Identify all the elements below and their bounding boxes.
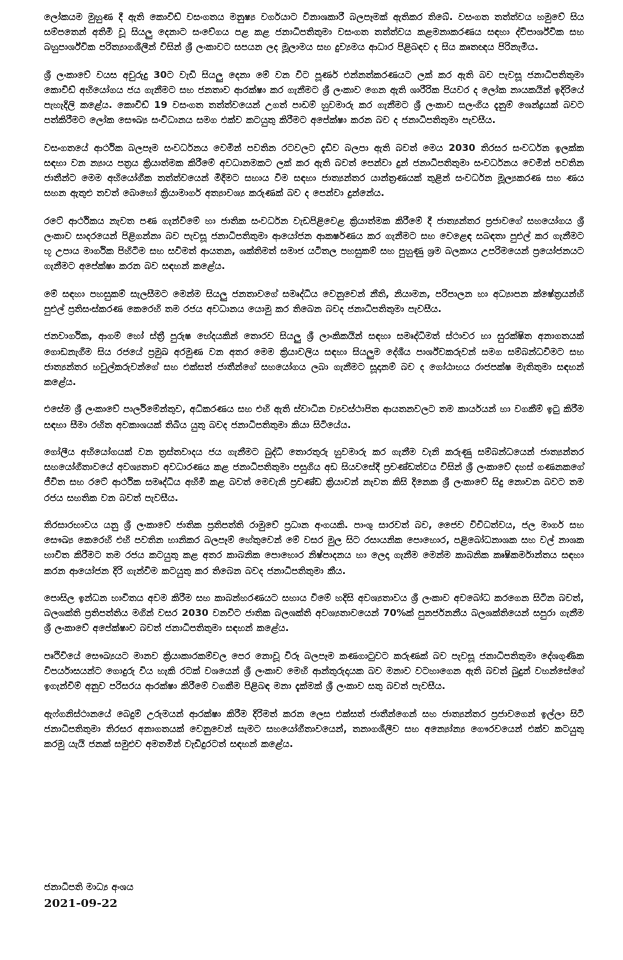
paragraph-10: පොසිල ඉන්ධන භාවිතය අවම කිරීම සහ කාබන්හරණයට සහාය වීමේ හදිසි අවශ්‍යතාවය ශ්‍රී ලංකාව අවබෝධ කරගෙන සිටින බවත්, බලශක්ති ප්‍රතිපත්තිය මගින් වසර 2030 වනවිට ජාතික බලශක්ති අවශ්‍යතාවයෙන් 70%ක් පුනර්ජනනීය බලශක්තියෙන් සපුරා ගැනීම ශ්‍රී ලංකාවේ අපේක්ෂාව බවත් ජනාධිපතිතුමා සඳහන් කළේය. bbox=[44, 592, 584, 635]
document-footer bbox=[44, 880, 344, 911]
paragraph-5: මේ සඳහා පහසුකම් සැලසීමට මෙන්ම සියලු ජනතාවගේ සමෘද්ධිය වෙනුවෙන් නීති, නියාමන, පරිපාලන හා අධ්‍යාපන ක්ෂේත්‍රයන්හි පුළුල් ප්‍රතිසංස්කරණ කෙරෙහි තම රජය අවධානය යොමු කර තිබෙන බවද ජනාධිපතිතුමා පැවසීය. bbox=[44, 288, 584, 315]
paragraph-3: වසංගතයේ ආර්ථික බලපෑම සංවර්ධනය වෙමින් පවතින රටවලට දැඩිව බලපා ඇති බවත් මෙය 2030 තිරසර සංවර්ධන ඉලක්ක සඳහා වන න්‍යාය පත්‍රය ක්‍රියාත්මක කිරීමේ අවධානමකට ලක් කර ඇති බවත් පෙන්වා දුන් ජනාධිපතිතුමා සංවර්ධනය වෙමින් පවතින ජාතීන්ට මෙම අභියෝගීක තත්ත්වයෙන් මිදීමට සහාය වීම සඳහා ජාත්‍යන්තර යාන්ත්‍රණයක් තුළින් සංවර්ධන මූල්‍යකරණ සහ ණය සහන ඇතුළු තවත් බොහෝ ක්‍රියාමාර්ග අත්‍යාවශ්‍ය කරුණක් බව ද පෙන්වා දුන්නේය. bbox=[44, 142, 584, 200]
paragraph-4: රටේ ආර්ථිකය නැවත පණ ගැන්වීමේ හා ජාතික සංවර්ධන වැඩපිළිවෙළ ක්‍රියාත්මක කිරීමේ දී ජාත්‍යන්තර ප්‍රජාවගේ සහයෝගය ශ්‍රී ලංකාව සාදරයෙන් පිළිගන්නා බව පැවසූ ජනාධිපතිතුමා ආයෝජන ආකර්ෂණය කර ගැනීමට සහ වෙළෙඳ සබඳතා පුළුල් කර ගැනීමට භූ උපාය මාර්ගික පිහිටීම සහ සවිමත් ආයතන, ශක්තිමත් සමාජ යටිතල පහසුකම් සහ පුහුණු ශ්‍රම බලකාය උපරිමයෙන් ප්‍රයෝජනයට ගැනීමට අපේක්ෂා කරන බව සඳහන් කළේය. bbox=[44, 215, 584, 273]
paragraph-8: ගෝලීය අභියෝගයක් වන ත්‍රස්තවාදය ජය ගැනීමට බුද්ධි තොරතුරු හුවමාරු කර ගැනීම වැනි කරුණු සම්බන්ධයෙන් ජාත්‍යන්තර සහයෝගීතාවයේ අවශ්‍යතාව අවධාරණය කළ ජනාධිපතිතුමා පසුගිය අඩ සියවසේදී ප්‍රචණ්ඩත්වය විසින් ශ්‍රී ලංකාවේ දහස් ගණනකගේ ජීවිත සහ රටේ ආර්ථික සමෘද්ධිය අහිමි කළ බවත් මෙවැනි ප්‍රචණ්ඩ ක්‍රියාවන් නැවත කිසි දිනෙක ශ්‍රී ලංකාවේ සිදු නොවන බවට තම රජය සහතික වන බවත් පැවසීය. bbox=[44, 446, 584, 504]
paragraph-2: ශ්‍රී ලංකාවේ වයස අවුරුදු 30ට වැඩි සියලු දෙනා මේ වන විට පූර්ණ එන්නත්කරණයට ලක් කර ඇති බව පැවසූ ජනාධිපතිතුමා කොවිඩ් අභියෝගය ජය ගැනීමට සහ ජනතාව ආරක්ෂා කර ගැනීමට ශ්‍රී ලංකාව ගෙන ඇති ශාරීරික පියවර ද ලෝක නායකයින් ඉදිරියේ පැහැදිලි කළේය. කොවිඩ් 19 වසංගත තත්ත්වයෙන් උගත් පාඩම් හුවමාරු කර ගැනීමට ශ්‍රී ලංකාව සලංගිය දැනුම් ශෙන්ද්‍රයක් බවට පත්කිරීමට ලෝක සෞඛ්‍ය සංවිධානය සමග එක්ව කටයුතු කිරීමට අපේක්ෂා කරන බව ද ජනාධිපතිතුමා පැවසීය. bbox=[44, 69, 584, 127]
issuer-name: ජනාධිපති මාධ්‍ය අංශය bbox=[44, 882, 134, 893]
release-date: 2021-09-22 bbox=[44, 896, 118, 910]
paragraph-11: පෘථිවියේ සෞඛ්‍යයට මානව ක්‍රියාකාරකම්වල පෙර නොවූ විරූ බලපෑම කණගාටුවට කරුණක් බව පැවසූ ජනාධිපතිතුමා දේශගුණික විපර්යාසයන්ට ගොදුරු විය හැකි රටක් වශයෙන් ශ්‍රී ලංකාව මෙහි ආන්තුරුදායක බව මනාව වටහාගෙන ඇති බවත් බුදුන් වහන්සේගේ ඉගැන්වීම් අනුව පරිසරය ආරක්ෂා කිරීමේ වගකීම පිළිබඳ මනා දැක්මක් ශ්‍රී ලංකාව සතු බවත් පැවසීය. bbox=[44, 650, 584, 693]
paragraph-7: එසේම ශ්‍රී ලංකාවේ පාර්ලිමේන්තුව, අධිකරණය සහ එහි ඇති ස්වාධීන ව්‍යවස්ථාපිත ආයතනවලට තම කාර්යයන් හා වගකීම් ඉටු කිරීම සඳහා සීමා රහිත අවකාශයක් තිබිය යුතු බවද ජනාධිපතිතුමා කියා සිටියේය. bbox=[44, 404, 584, 431]
article-body bbox=[44, 10, 584, 764]
paragraph-12: ඇෆ්ගනිස්ථානයේ බෙදුම් උරුමයන් ආරක්ෂා කිරීම දිරිමත් කරන ලෙස එක්සත් ජාතීන්ගෙන් සහ ජාත්‍යන්තර ප්‍රජාවගෙන් ඉල්ලා සිටි ජනාධිපතිතුමා තිරසර අනාගතයක් වෙනුවෙන් සැමට සහයෝගීතාවයෙන්, තනාගශීලීව සහ අන්‍යෝන්‍ය ගෞරවයෙන් එක්ව කටයුතු කරමු යැයි ජනක් සමුළුව අමතමින් වැඩිදුරටත් සඳහන් කළේය. bbox=[44, 708, 584, 750]
paragraph-6: ජනවාර්ගික, ආගම් හෝ ස්ත්‍රී පුරුෂ භේදයකින් තොරව සියලු ශ්‍රී ලාංකිකයින් සඳහා සමෘද්ධිමත් ස්ථාවර හා සුරක්ෂිත අනාගතයක් ගොඩනැගීම සිය රජයේ ප්‍රමුඛ අරමුණ වන අතර මෙම ක්‍රියාවලිය සඳහා සියලුම දේශීය පාර්ශ්වකරුවන් සමග සම්බන්ධවීමට සහ ජාත්‍යන්තර හවුල්කරුවන්ගේ සහ එක්සත් ජාතීන්ගේ සහයෝගය ලබා ගැනීමට සූදානම් බව ද ගෝඨාභය රාජපක්ෂ මැතිතුමා සඳහන් කළේය. bbox=[44, 331, 584, 388]
paragraph-1: ලෝකයම මුහුණ දී ඇති කොවිඩ් වසංගතය මනුෂ්‍ය වර්ගයාට විනාශකාරී බලපෑමක් ඇතිකර තිබේ. වසංගත තත්ත්වය හමුවේ සිය සම්පතෙන් අතිමි වූ සියලු දෙනාට සංවේගය පළ කළ ජනාධිපතිතුමා වසංගත තත්ත්වය කළමනාකරණය සඳහා ද්විපාර්ශ්වික සහ බහුපාර්ශ්වික පරිත්‍යාගශීලීන් විසින් ශ්‍රී ලංකාවට සපයන ලද මූලාමය සහ දුව්‍යමය ආධාර පිළිබඳව ද සිය කෘතඥය පිරිනැමීය. bbox=[44, 12, 584, 54]
paragraph-9: තිරසාරභාවය යනු ශ්‍රී ලංකාවේ ජාතික ප්‍රතිපත්ති රාමුවේ ප්‍රධාන අංගයකි. පාංශු සාරවත් බව, ජෛව විවිධත්වය, ජල මාර්ග සහ සෞඛ්‍ය කෙරෙහි එහි පවතින හානිකර බලපෑම් හේතුවෙන් මේ වසර මුල සිට රසායනික පොහොර, පළිබෝධනාශක සහ වල් නාශක භාවිත කිරීමට තම රජය කටයුතු කළ අතර කාබනික පොහොර නිෂ්පාදනය හා ලෙදා ගැනීම මෙන්ම කාබනික කෘෂිකර්මාන්තය සඳහා කරන ආයෝජන දිරි ගැන්වීම කටයුතු කර තිබෙන බවද ජනාධිපතිතුමා කීය. bbox=[44, 519, 584, 577]
